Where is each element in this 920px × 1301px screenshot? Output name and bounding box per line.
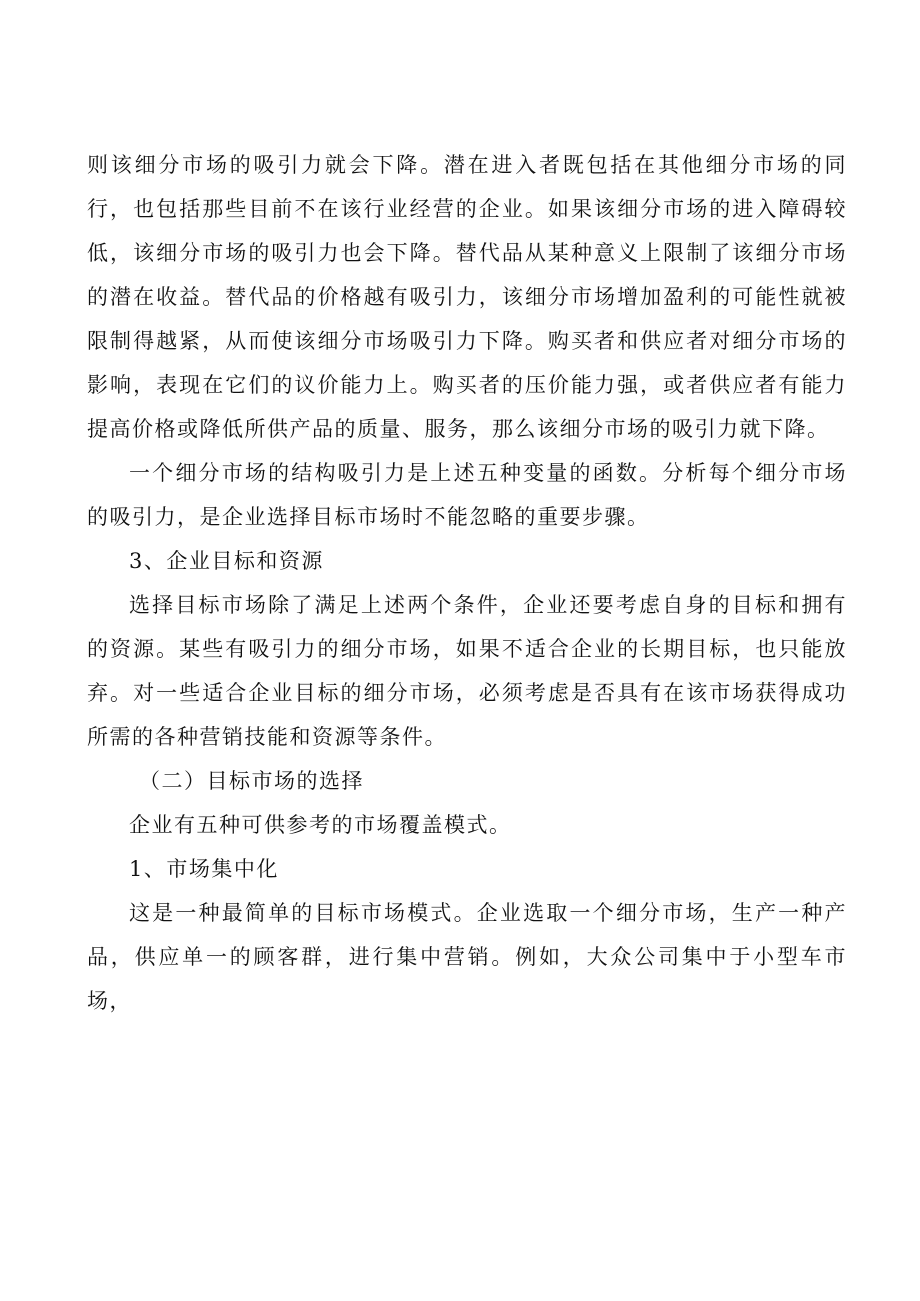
heading-market-concentration: 1、市场集中化 bbox=[129, 857, 279, 881]
paragraph-objectives-resources: 选择目标市场除了满足上述两个条件，企业还要考虑自身的目标和拥有的资源。某些有吸引力的细分市场，如果不适合企业的长期目标，也只能放弃。对一些适合企业目标的细分市场，必须考虑是否具有在该市场获得成功所需的各种营销技能和资源等条件。 bbox=[87, 593, 847, 749]
paragraph-coverage-modes: 企业有五种可供参考的市场覆盖模式。 bbox=[129, 813, 512, 837]
heading-target-market-selection: （二）目标市场的选择 bbox=[139, 769, 364, 793]
paragraph-threat-analysis: 则该细分市场的吸引力就会下降。潜在进入者既包括在其他细分市场的同行，也包括那些目前不在该行业经营的企业。如果该细分市场的进入障碍较低，该细分市场的吸引力也会下降。替代品从某种意义上限制了该细分市场的潜在收益。替代品的价格越有吸引力，该细分市场增加盈利的可能性就被限制得越紧，从而使该细分市场吸引力下降。购买者和供应者对细分市场的影响，表现在它们的议价能力上。购买者的压价能力强，或者供应者有能力提高价格或降低所供产品的质量、服务，那么该细分市场的吸引力就下降。 bbox=[87, 153, 847, 441]
document-body bbox=[87, 143, 847, 1023]
heading-objectives-resources: 3、企业目标和资源 bbox=[129, 549, 324, 573]
paragraph-market-concentration: 这是一种最简单的目标市场模式。企业选取一个细分市场，生产一种产品，供应单一的顾客群，进行集中营销。例如，大众公司集中于小型车市场， bbox=[87, 901, 847, 1013]
paragraph-structural-attractiveness: 一个细分市场的结构吸引力是上述五种变量的函数。分析每个细分市场的吸引力，是企业选择目标市场时不能忽略的重要步骤。 bbox=[87, 461, 847, 529]
